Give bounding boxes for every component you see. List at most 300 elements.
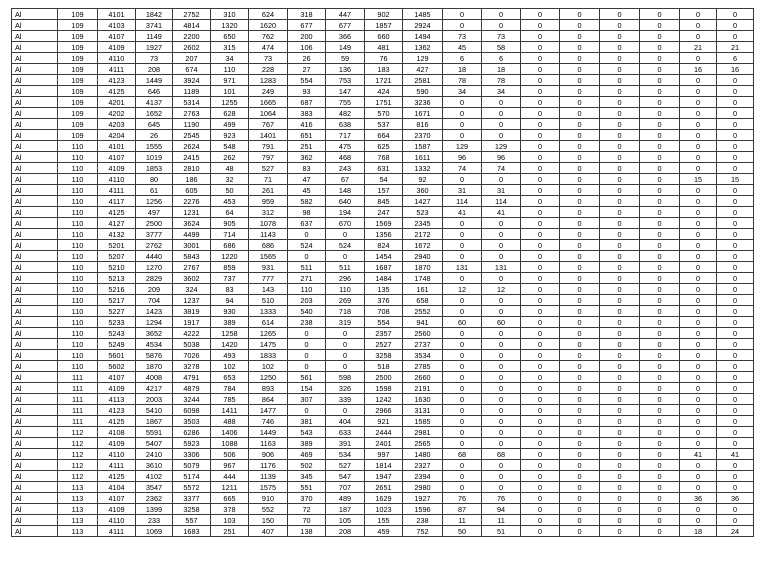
table-cell: 0 xyxy=(717,207,754,218)
table-cell: 0 xyxy=(640,218,680,229)
table-cell: 0 xyxy=(600,86,640,97)
table-cell: 1406 xyxy=(211,427,249,438)
table-cell: 113 xyxy=(58,515,98,526)
table-cell: 0 xyxy=(600,42,640,53)
table-cell: 708 xyxy=(365,306,403,317)
table-cell: Al xyxy=(12,350,58,361)
table-cell: 110 xyxy=(58,207,98,218)
table-cell: 1420 xyxy=(211,339,249,350)
table-cell: 0 xyxy=(560,284,600,295)
table-cell: 110 xyxy=(58,229,98,240)
table-cell: 0 xyxy=(482,306,521,317)
table-cell: 0 xyxy=(521,383,560,394)
table-cell: 2940 xyxy=(403,251,443,262)
table-cell: 0 xyxy=(560,328,600,339)
table-cell: 650 xyxy=(211,31,249,42)
table-cell: 24 xyxy=(717,526,754,537)
table-cell: 0 xyxy=(680,372,717,383)
table-cell: 0 xyxy=(640,273,680,284)
table-cell: 0 xyxy=(640,163,680,174)
table-cell: 506 xyxy=(211,449,249,460)
table-cell: 0 xyxy=(521,20,560,31)
table-cell: 110 xyxy=(58,174,98,185)
table-cell: 0 xyxy=(482,20,521,31)
table-cell: 209 xyxy=(136,284,173,295)
table-cell: 1867 xyxy=(136,416,173,427)
table-cell: 271 xyxy=(288,273,326,284)
table-cell: 0 xyxy=(443,306,482,317)
table-cell: 552 xyxy=(249,504,288,515)
table-cell: 1814 xyxy=(365,460,403,471)
table-cell: 665 xyxy=(211,493,249,504)
table-cell: 0 xyxy=(560,394,600,405)
table-cell: 74 xyxy=(443,163,482,174)
table-cell: 48 xyxy=(211,163,249,174)
table-row xyxy=(12,163,754,174)
table-cell: 110 xyxy=(58,361,98,372)
table-cell: 0 xyxy=(521,119,560,130)
table-cell: 26 xyxy=(136,130,173,141)
table-cell: 0 xyxy=(640,394,680,405)
table-cell: 633 xyxy=(326,427,365,438)
table-cell: 1671 xyxy=(403,108,443,119)
table-cell: 110 xyxy=(58,251,98,262)
table-cell: 366 xyxy=(326,31,365,42)
table-cell: 0 xyxy=(560,383,600,394)
table-cell: 60 xyxy=(443,317,482,328)
table-cell: 0 xyxy=(640,31,680,42)
table-cell: 111 xyxy=(58,372,98,383)
table-cell: 1069 xyxy=(136,526,173,537)
table-cell: 103 xyxy=(211,515,249,526)
table-cell: Al xyxy=(12,295,58,306)
table-cell: 416 xyxy=(288,119,326,130)
table-cell: 453 xyxy=(211,196,249,207)
table-cell: 76 xyxy=(443,493,482,504)
table-cell: 3819 xyxy=(173,306,211,317)
table-cell: 0 xyxy=(640,9,680,20)
table-cell: 0 xyxy=(521,405,560,416)
table-cell: 0 xyxy=(717,229,754,240)
table-cell: 34 xyxy=(211,53,249,64)
table-cell: 1870 xyxy=(136,361,173,372)
table-cell: 0 xyxy=(521,31,560,42)
table-cell: 625 xyxy=(365,141,403,152)
table-cell: 910 xyxy=(249,493,288,504)
table-cell: 64 xyxy=(211,207,249,218)
table-cell: 527 xyxy=(249,163,288,174)
table-row xyxy=(12,64,754,75)
table-cell: 0 xyxy=(717,361,754,372)
table-cell: Al xyxy=(12,240,58,251)
table-cell: 2660 xyxy=(403,372,443,383)
table-cell: 651 xyxy=(288,130,326,141)
table-row xyxy=(12,130,754,141)
table-cell: 0 xyxy=(717,471,754,482)
table-cell: 0 xyxy=(560,218,600,229)
table-cell: 5210 xyxy=(98,262,136,273)
table-cell: 0 xyxy=(482,416,521,427)
table-cell: 677 xyxy=(326,20,365,31)
table-cell: 0 xyxy=(560,174,600,185)
table-cell: 717 xyxy=(326,130,365,141)
table-cell: 0 xyxy=(680,218,717,229)
table-cell: 1596 xyxy=(403,504,443,515)
table-cell: 971 xyxy=(211,75,249,86)
table-cell: 109 xyxy=(58,119,98,130)
table-cell: 0 xyxy=(482,240,521,251)
table-cell: 111 xyxy=(58,383,98,394)
table-cell: 0 xyxy=(717,339,754,350)
table-cell: 631 xyxy=(365,163,403,174)
table-cell: 404 xyxy=(326,416,365,427)
table-cell: 36 xyxy=(680,493,717,504)
table-cell: 2581 xyxy=(403,75,443,86)
table-cell: 2444 xyxy=(365,427,403,438)
table-cell: 1258 xyxy=(211,328,249,339)
table-cell: 113 xyxy=(58,482,98,493)
table-cell: 31 xyxy=(482,185,521,196)
table-cell: 1163 xyxy=(249,438,288,449)
table-cell: 0 xyxy=(521,515,560,526)
table-cell: 0 xyxy=(560,196,600,207)
table-cell: 2966 xyxy=(365,405,403,416)
table-cell: 247 xyxy=(365,207,403,218)
table-cell: 315 xyxy=(211,42,249,53)
table-cell: 767 xyxy=(249,119,288,130)
table-cell: 0 xyxy=(560,130,600,141)
table-cell: 110 xyxy=(58,240,98,251)
table-cell: 129 xyxy=(403,53,443,64)
table-cell: 1555 xyxy=(136,141,173,152)
table-cell: 0 xyxy=(482,130,521,141)
table-cell: Al xyxy=(12,174,58,185)
table-cell: Al xyxy=(12,372,58,383)
table-cell: 0 xyxy=(640,141,680,152)
table-cell: 2924 xyxy=(403,20,443,31)
table-cell: 570 xyxy=(365,108,403,119)
table-cell: 0 xyxy=(326,328,365,339)
table-cell: 5410 xyxy=(136,405,173,416)
table-cell: 0 xyxy=(717,130,754,141)
table-cell: 3278 xyxy=(173,361,211,372)
data-table xyxy=(11,8,754,537)
table-cell: 0 xyxy=(680,53,717,64)
table-cell: 0 xyxy=(482,295,521,306)
table-cell: 845 xyxy=(365,196,403,207)
table-cell: 3258 xyxy=(173,504,211,515)
table-cell: 518 xyxy=(365,361,403,372)
table-cell: 0 xyxy=(288,229,326,240)
table-cell: 76 xyxy=(482,493,521,504)
table-cell: 640 xyxy=(326,196,365,207)
table-cell: 0 xyxy=(640,152,680,163)
table-cell: 534 xyxy=(326,449,365,460)
table-row xyxy=(12,207,754,218)
table-cell: 0 xyxy=(443,394,482,405)
table-cell: Al xyxy=(12,427,58,438)
table-cell: 3777 xyxy=(136,229,173,240)
table-cell: Al xyxy=(12,460,58,471)
table-cell: 0 xyxy=(680,295,717,306)
table-cell: 96 xyxy=(482,152,521,163)
table-cell: 1485 xyxy=(403,9,443,20)
table-cell: 4008 xyxy=(136,372,173,383)
table-cell: 1283 xyxy=(249,75,288,86)
table-cell: 1088 xyxy=(211,438,249,449)
table-cell: 755 xyxy=(326,97,365,108)
table-cell: 26 xyxy=(288,53,326,64)
table-cell: 2345 xyxy=(403,218,443,229)
table-cell: 4117 xyxy=(98,196,136,207)
table-cell: 489 xyxy=(326,493,365,504)
table-cell: 1687 xyxy=(365,262,403,273)
table-cell: 0 xyxy=(600,317,640,328)
table-cell: 113 xyxy=(58,504,98,515)
table-cell: 4113 xyxy=(98,394,136,405)
table-cell: 0 xyxy=(560,526,600,537)
table-cell: 0 xyxy=(680,515,717,526)
table-cell: 41 xyxy=(443,207,482,218)
table-row xyxy=(12,372,754,383)
table-cell: 376 xyxy=(365,295,403,306)
table-cell: 109 xyxy=(58,97,98,108)
table-cell: 0 xyxy=(640,42,680,53)
table-cell: 147 xyxy=(326,86,365,97)
table-cell: 0 xyxy=(521,394,560,405)
table-cell: 0 xyxy=(600,9,640,20)
table-cell: 345 xyxy=(288,471,326,482)
table-cell: 0 xyxy=(560,262,600,273)
table-cell: 4123 xyxy=(98,75,136,86)
table-cell: 0 xyxy=(717,438,754,449)
table-cell: 1620 xyxy=(249,20,288,31)
table-row xyxy=(12,339,754,350)
table-row xyxy=(12,383,754,394)
table-cell: 0 xyxy=(600,460,640,471)
table-cell: 447 xyxy=(326,9,365,20)
table-cell: 4814 xyxy=(173,20,211,31)
table-cell: 4104 xyxy=(98,482,136,493)
table-cell: 4109 xyxy=(98,163,136,174)
table-row xyxy=(12,482,754,493)
table-cell: 94 xyxy=(211,295,249,306)
table-cell: 0 xyxy=(443,416,482,427)
table-cell: 2829 xyxy=(136,273,173,284)
table-cell: 3602 xyxy=(173,273,211,284)
table-cell: 0 xyxy=(600,20,640,31)
table-cell: 0 xyxy=(560,482,600,493)
table-cell: 0 xyxy=(560,119,600,130)
table-cell: 1399 xyxy=(136,504,173,515)
table-cell: Al xyxy=(12,31,58,42)
table-cell: 0 xyxy=(560,515,600,526)
table-cell: 0 xyxy=(443,482,482,493)
table-cell: 3624 xyxy=(173,218,211,229)
table-cell: 0 xyxy=(521,273,560,284)
table-cell: 3534 xyxy=(403,350,443,361)
table-cell: 0 xyxy=(482,361,521,372)
table-cell: 102 xyxy=(249,361,288,372)
table-cell: 1721 xyxy=(365,75,403,86)
table-cell: 4109 xyxy=(98,438,136,449)
table-cell: 468 xyxy=(326,152,365,163)
table-cell: 997 xyxy=(365,449,403,460)
table-cell: 0 xyxy=(560,75,600,86)
table-cell: 0 xyxy=(600,240,640,251)
table-cell: 0 xyxy=(326,251,365,262)
table-cell: 0 xyxy=(640,262,680,273)
table-cell: 0 xyxy=(600,174,640,185)
table-cell: 0 xyxy=(600,218,640,229)
table-cell: 378 xyxy=(211,504,249,515)
table-cell: 391 xyxy=(326,438,365,449)
table-cell: 1023 xyxy=(365,504,403,515)
table-cell: 0 xyxy=(717,97,754,108)
table-cell: 2980 xyxy=(403,482,443,493)
table-cell: 2276 xyxy=(173,196,211,207)
table-cell: 524 xyxy=(288,240,326,251)
table-cell: 923 xyxy=(211,130,249,141)
table-cell: 155 xyxy=(365,515,403,526)
table-cell: 0 xyxy=(600,383,640,394)
table-row xyxy=(12,394,754,405)
table-cell: 1611 xyxy=(403,152,443,163)
table-cell: 4110 xyxy=(98,449,136,460)
table-cell: 110 xyxy=(58,284,98,295)
table-cell: 537 xyxy=(365,119,403,130)
table-cell: 0 xyxy=(600,328,640,339)
table-cell: 762 xyxy=(249,31,288,42)
table-cell: 0 xyxy=(560,42,600,53)
table-row xyxy=(12,306,754,317)
table-cell: 2762 xyxy=(136,240,173,251)
table-cell: 4217 xyxy=(136,383,173,394)
table-cell: 1853 xyxy=(136,163,173,174)
table-cell: 2500 xyxy=(136,218,173,229)
table-cell: 129 xyxy=(482,141,521,152)
table-cell: 0 xyxy=(521,262,560,273)
table-cell: 110 xyxy=(58,152,98,163)
table-cell: 0 xyxy=(326,339,365,350)
table-cell: 941 xyxy=(403,317,443,328)
table-cell: 0 xyxy=(680,196,717,207)
table-cell: 110 xyxy=(58,339,98,350)
table-cell: 1565 xyxy=(249,251,288,262)
table-cell: 0 xyxy=(521,361,560,372)
table-cell: 0 xyxy=(640,339,680,350)
table-cell: 150 xyxy=(249,515,288,526)
table-cell: 0 xyxy=(600,504,640,515)
table-cell: 0 xyxy=(600,449,640,460)
table-cell: 718 xyxy=(326,306,365,317)
table-cell: 0 xyxy=(288,350,326,361)
table-cell: 777 xyxy=(249,273,288,284)
table-cell: 1454 xyxy=(365,251,403,262)
table-cell: 27 xyxy=(288,64,326,75)
table-cell: Al xyxy=(12,504,58,515)
table-cell: 1927 xyxy=(403,493,443,504)
table-cell: 1587 xyxy=(403,141,443,152)
table-cell: Al xyxy=(12,339,58,350)
table-cell: 4107 xyxy=(98,152,136,163)
table-cell: 112 xyxy=(58,460,98,471)
table-cell: 646 xyxy=(136,86,173,97)
table-cell: Al xyxy=(12,526,58,537)
table-cell: 967 xyxy=(211,460,249,471)
table-cell: 2763 xyxy=(173,108,211,119)
table-row xyxy=(12,97,754,108)
table-cell: 51 xyxy=(482,526,521,537)
table-cell: 0 xyxy=(521,9,560,20)
table-cell: 653 xyxy=(211,372,249,383)
table-cell: 4109 xyxy=(98,42,136,53)
table-cell: 0 xyxy=(521,372,560,383)
table-cell: 0 xyxy=(560,295,600,306)
table-cell: 1652 xyxy=(136,108,173,119)
table-cell: 111 xyxy=(58,416,98,427)
table-cell: 5038 xyxy=(173,339,211,350)
table-cell: 4111 xyxy=(98,185,136,196)
table-cell: 0 xyxy=(521,317,560,328)
table-cell: 2810 xyxy=(173,163,211,174)
table-cell: 0 xyxy=(680,416,717,427)
table-cell: 208 xyxy=(326,526,365,537)
table-cell: 5601 xyxy=(98,350,136,361)
table-cell: 0 xyxy=(521,108,560,119)
table-cell: 0 xyxy=(680,317,717,328)
table-cell: 0 xyxy=(717,328,754,339)
table-cell: 4101 xyxy=(98,141,136,152)
table-cell: 110 xyxy=(58,141,98,152)
table-cell: 0 xyxy=(717,119,754,130)
table-cell: 4204 xyxy=(98,130,136,141)
table-cell: 0 xyxy=(717,317,754,328)
table-cell: 4110 xyxy=(98,174,136,185)
table-cell: 2651 xyxy=(365,482,403,493)
table-cell: 554 xyxy=(288,75,326,86)
table-cell: 0 xyxy=(717,152,754,163)
table-cell: 1842 xyxy=(136,9,173,20)
table-cell: 0 xyxy=(640,427,680,438)
table-cell: 2560 xyxy=(403,328,443,339)
table-cell: 540 xyxy=(288,306,326,317)
table-cell: 1927 xyxy=(136,42,173,53)
table-cell: 746 xyxy=(249,416,288,427)
table-row xyxy=(12,229,754,240)
table-cell: Al xyxy=(12,328,58,339)
table-cell: 0 xyxy=(717,273,754,284)
table-cell: 0 xyxy=(680,20,717,31)
table-cell: 0 xyxy=(443,471,482,482)
table-cell: 0 xyxy=(600,515,640,526)
table-cell: 0 xyxy=(640,405,680,416)
table-cell: 0 xyxy=(560,53,600,64)
table-cell: 0 xyxy=(443,427,482,438)
table-cell: 4107 xyxy=(98,493,136,504)
table-cell: 3741 xyxy=(136,20,173,31)
table-cell: 5572 xyxy=(173,482,211,493)
table-cell: 0 xyxy=(600,295,640,306)
table-cell: 0 xyxy=(482,229,521,240)
table-cell: 1362 xyxy=(403,42,443,53)
table-cell: 110 xyxy=(288,284,326,295)
table-cell: 4879 xyxy=(173,383,211,394)
table-cell: 0 xyxy=(288,328,326,339)
table-cell: 5213 xyxy=(98,273,136,284)
table-cell: Al xyxy=(12,482,58,493)
table-cell: 0 xyxy=(680,262,717,273)
